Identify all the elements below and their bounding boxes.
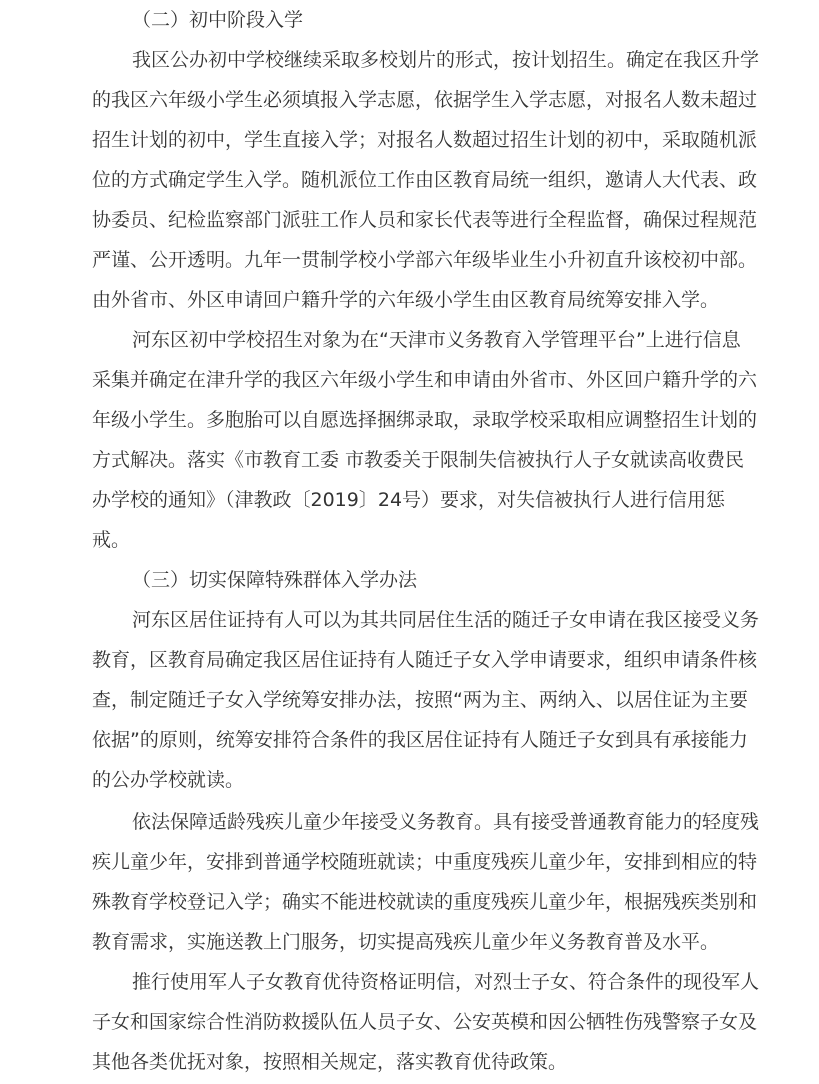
paragraph-line: 子女和国家综合性消防救援队伍人员子女、公安英模和因公牺牲伤残警察子女及 (92, 1011, 758, 1033)
paragraph-line: 教育需求，实施送教上门服务，切实提高残疾儿童少年义务教育普及水平。 (92, 931, 720, 953)
paragraph-line: 疾儿童少年，安排到普通学校随班就读；中重度残疾儿童少年，安排到相应的特 (92, 851, 758, 873)
paragraph-line: 依法保障适龄残疾儿童少年接受义务教育。具有接受普通教育能力的轻度残 (132, 811, 760, 833)
paragraph-line: 年级小学生。多胞胎可以自愿选择捆绑录取，录取学校采取相应调整招生计划的 (92, 409, 758, 431)
paragraph-line: 殊教育学校登记入学；确实不能进校就读的重度残疾儿童少年，根据残疾类别和 (92, 891, 758, 913)
section-heading-3: （三）切实保障特殊群体入学办法 (132, 569, 418, 591)
paragraph-line: 由外省市、外区申请回户籍升学的六年级小学生由区教育局统筹安排入学。 (92, 289, 720, 311)
paragraph-line: 依据”的原则，统筹安排符合条件的我区居住证持有人随迁子女到具有承接能力 (92, 729, 748, 751)
paragraph-line: 招生计划的初中，学生直接入学；对报名人数超过招生计划的初中，采取随机派 (92, 129, 758, 151)
paragraph-line: 方式解决。落实《市教育工委 市教委关于限制失信被执行人子女就读高收费民 (92, 449, 745, 471)
paragraph-line: 采集并确定在津升学的我区六年级小学生和申请由外省市、外区回户籍升学的六 (92, 369, 758, 391)
paragraph-line: 的我区六年级小学生必须填报入学志愿，依据学生入学志愿，对报名人数未超过 (92, 89, 758, 111)
paragraph-line: 教育，区教育局确定我区居住证持有人随迁子女入学申请要求，组织申请条件核 (92, 649, 758, 671)
paragraph-line: 位的方式确定学生入学。随机派位工作由区教育局统一组织，邀请人大代表、政 (92, 169, 758, 191)
paragraph-line: 协委员、纪检监察部门派驻工作人员和家长代表等进行全程监督，确保过程规范 (92, 209, 758, 231)
section-heading-2: （二）初中阶段入学 (132, 9, 304, 31)
paragraph-line: 我区公办初中学校继续采取多校划片的形式，按计划招生。确定在我区升学 (132, 49, 760, 71)
paragraph-line: 推行使用军人子女教育优待资格证明信，对烈士子女、符合条件的现役军人 (132, 971, 760, 993)
paragraph-line: 的公办学校就读。 (92, 769, 245, 791)
paragraph-line: 戒。 (92, 529, 131, 551)
paragraph-line: 严谨、公开透明。九年一贯制学校小学部六年级毕业生小升初直升该校初中部。 (92, 249, 758, 271)
paragraph-line: 办学校的通知》（津教政〔2019〕24号）要求，对失信被执行人进行信用惩 (92, 489, 726, 511)
paragraph-line: 查，制定随迁子女入学统筹安排办法，按照“两为主、两纳入、以居住证为主要 (92, 689, 748, 711)
paragraph-line: 河东区初中学校招生对象为在“天津市义务教育入学管理平台”上进行信息 (132, 329, 741, 351)
paragraph-line: 其他各类优抚对象，按照相关规定，落实教育优待政策。 (92, 1051, 568, 1073)
paragraph-line: 河东区居住证持有人可以为其共同居住生活的随迁子女申请在我区接受义务 (132, 609, 760, 631)
